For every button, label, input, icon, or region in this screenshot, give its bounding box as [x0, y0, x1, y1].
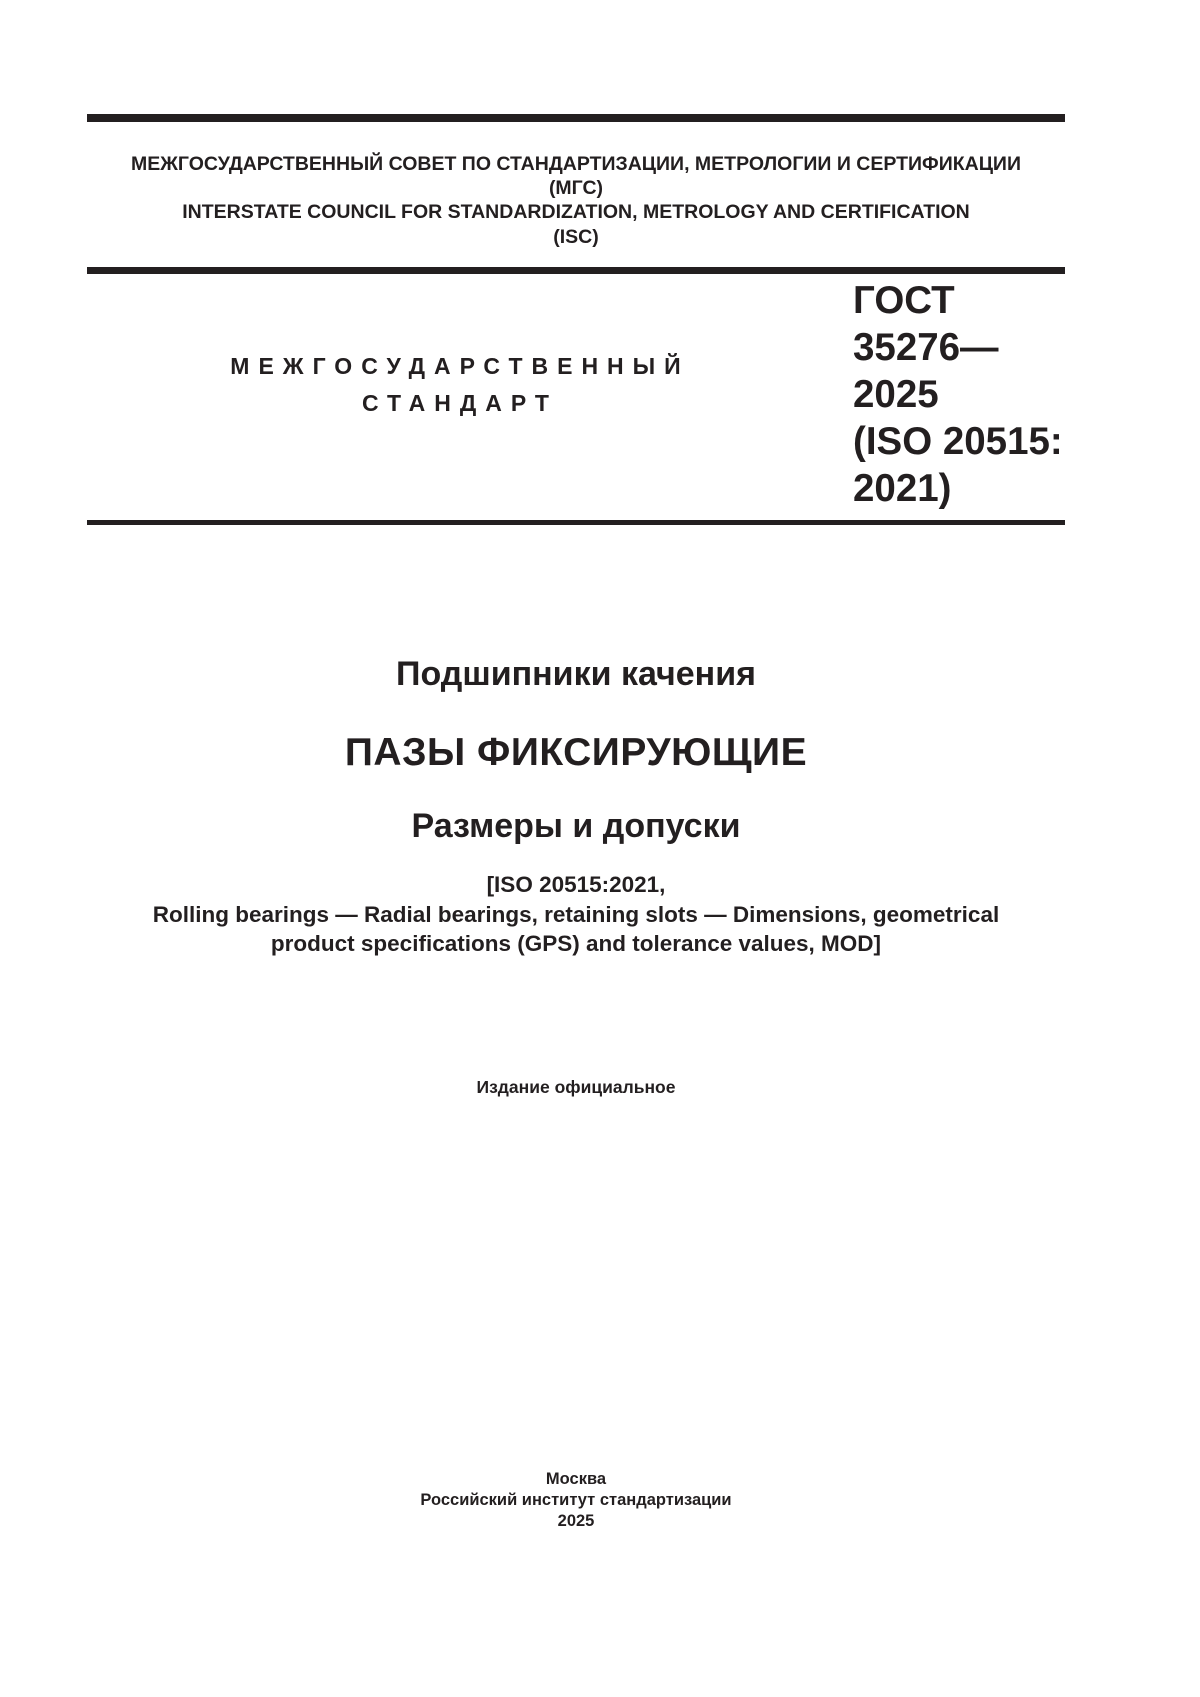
middle-rule [87, 267, 1065, 274]
iso-reference-line-2: Rolling bearings — Radial bearings, retaining slots — Dimensions, geometrical [152, 902, 1000, 927]
designation-line: 2021) [853, 467, 952, 510]
top-rule [87, 114, 1065, 122]
publisher-city: Москва [545, 1470, 607, 1488]
title-main: ПАЗЫ ФИКСИРУЮЩИЕ [344, 731, 808, 774]
standard-type-line-2: СТАНДАРТ [362, 390, 558, 416]
council-name-en: INTERSTATE COUNCIL FOR STANDARDIZATION, METROLOGY AND CERTIFICATION [182, 201, 970, 223]
publisher-name: Российский институт стандартизации [420, 1491, 732, 1509]
council-abbr-en: (ISC) [553, 226, 599, 248]
designation-line: 35276— [853, 326, 999, 369]
designation-line: 2025 [853, 373, 939, 416]
title-sub: Размеры и допуски [411, 807, 741, 845]
title-group: Подшипники качения [396, 655, 756, 693]
council-name-ru: МЕЖГОСУДАРСТВЕННЫЙ СОВЕТ ПО СТАНДАРТИЗАЦИИ, МЕТРОЛОГИИ И СЕРТИФИКАЦИИ [131, 153, 1021, 175]
council-abbr-ru: (МГС) [548, 177, 604, 199]
bottom-rule [87, 520, 1065, 525]
designation-line: ГОСТ [853, 279, 955, 322]
edition-note: Издание официальное [476, 1077, 676, 1097]
iso-reference-line-1: [ISO 20515:2021, [486, 872, 666, 897]
designation-line: (ISO 20515: [853, 420, 1063, 463]
standard-type-line-1: МЕЖГОСУДАРСТВЕННЫЙ [230, 353, 690, 379]
publisher-year: 2025 [557, 1512, 595, 1530]
iso-reference-line-3: product specifications (GPS) and tolerance values, MOD] [270, 931, 882, 956]
